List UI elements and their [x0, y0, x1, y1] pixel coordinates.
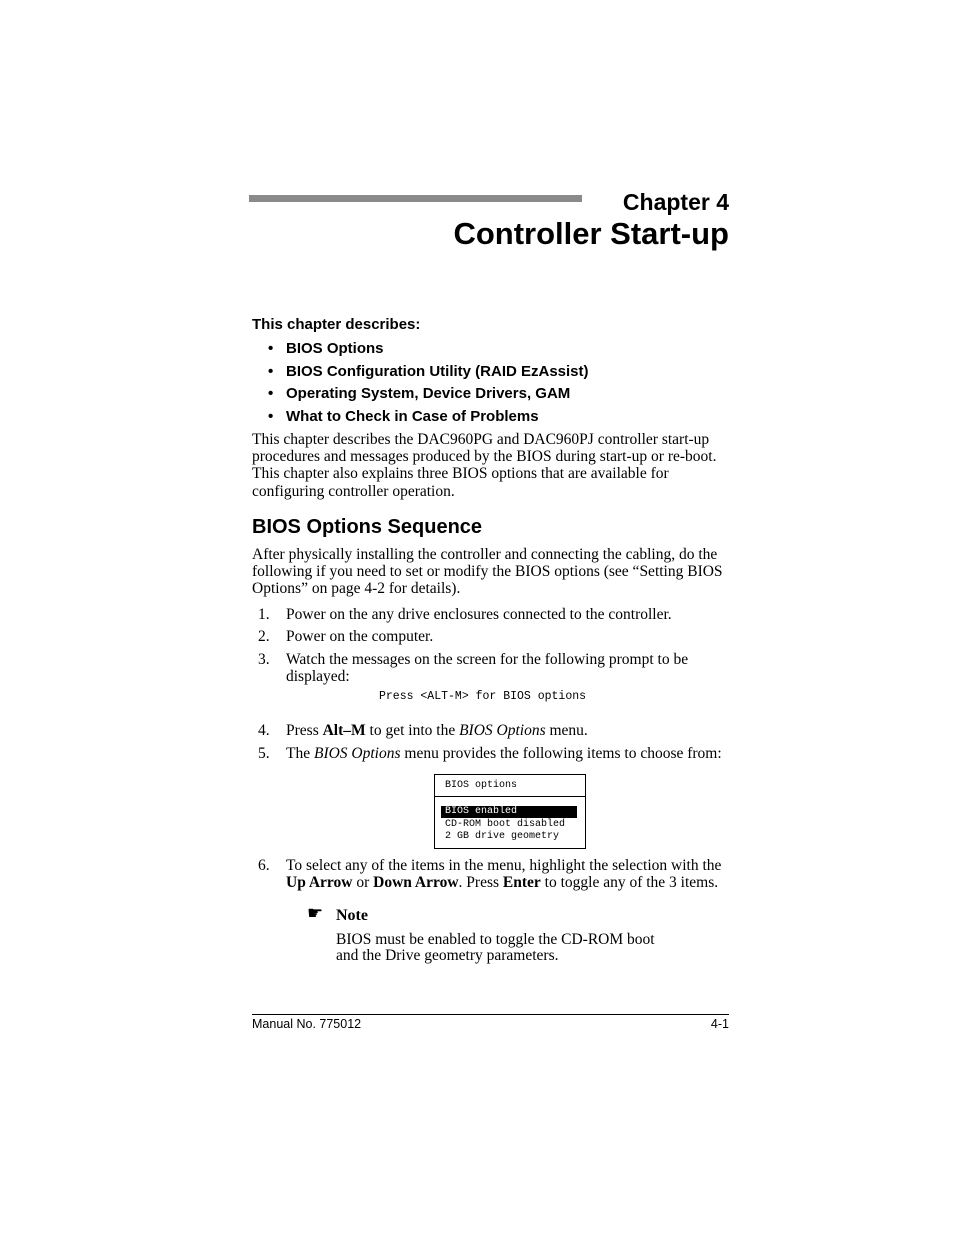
step-text: The BIOS Options menu provides the following items to choose from: [286, 745, 722, 762]
chapter-title: Controller Start-up [453, 216, 729, 251]
step-text: Power on the computer. [286, 628, 434, 645]
step-number: 3. [258, 651, 270, 668]
list-item: • Operating System, Device Drivers, GAM [268, 385, 571, 402]
note-label: Note [336, 907, 368, 924]
menu-item-cdrom-boot[interactable]: CD-ROM boot disabled [445, 819, 566, 830]
step-number: 1. [258, 606, 270, 623]
step-text: Watch the messages on the screen for the following prompt to be displayed: [286, 651, 689, 685]
section-paragraph: After physically installing the controller and connecting the cabling, do the following if you need to set or modify the BIOS options (see “Setting BIOS Options” on page 4-2 for details). [252, 546, 723, 598]
list-item: • BIOS Options [268, 340, 384, 357]
bullet-icon: • [268, 362, 274, 380]
step-number: 4. [258, 722, 270, 739]
menu-divider [435, 796, 585, 797]
menu-item-bios-enabled[interactable]: BIOS enabled [441, 806, 577, 818]
list-item: • What to Check in Case of Problems [268, 407, 539, 425]
chapter-label: Chapter 4 [622, 189, 729, 215]
step-text: To select any of the items in the menu, highlight the selection with the Up Arrow or Down Arrow. Press Enter to toggle any of the 3 items. [286, 857, 722, 891]
step-number: 2. [258, 628, 270, 645]
step-number: 6. [258, 857, 270, 874]
bios-prompt: Press <ALT-M> for BIOS options [379, 690, 587, 703]
step-number: 5. [258, 745, 270, 762]
step-text: Press Alt–M to get into the BIOS Options menu. [286, 722, 588, 739]
footer-rule [252, 1014, 729, 1015]
section-heading: BIOS Options Sequence [252, 516, 483, 538]
chapter-rule [249, 195, 582, 202]
intro-paragraph: This chapter describes the DAC960PG and DAC960PJ controller start-up procedures and messages produced by the BIOS during start-up or re-boot. This chapter also explains three BIOS options that are available for configuring controller operation. [252, 431, 717, 500]
bullet-icon: • [268, 340, 274, 357]
footer-page-number: 4-1 [710, 1017, 729, 1031]
bullet-icon: • [268, 407, 274, 425]
topic-list [268, 339, 589, 429]
bios-menu-header: BIOS options [445, 780, 518, 791]
menu-item-drive-geometry[interactable]: 2 GB drive geometry [445, 831, 560, 842]
note-text: BIOS must be enabled to toggle the CD-ROM boot and the Drive geometry parameters. [336, 931, 655, 964]
footer-manual-number: Manual No. 775012 [252, 1017, 362, 1031]
intro-heading: This chapter describes: [252, 316, 421, 333]
list-item: • BIOS Configuration Utility (RAID EzAssist) [268, 362, 589, 380]
bios-options-menu [434, 774, 586, 849]
bullet-icon: • [268, 385, 274, 402]
pointing-hand-icon: ☛ [307, 903, 324, 923]
step-text: Power on the any drive enclosures connected to the controller. [286, 606, 672, 623]
